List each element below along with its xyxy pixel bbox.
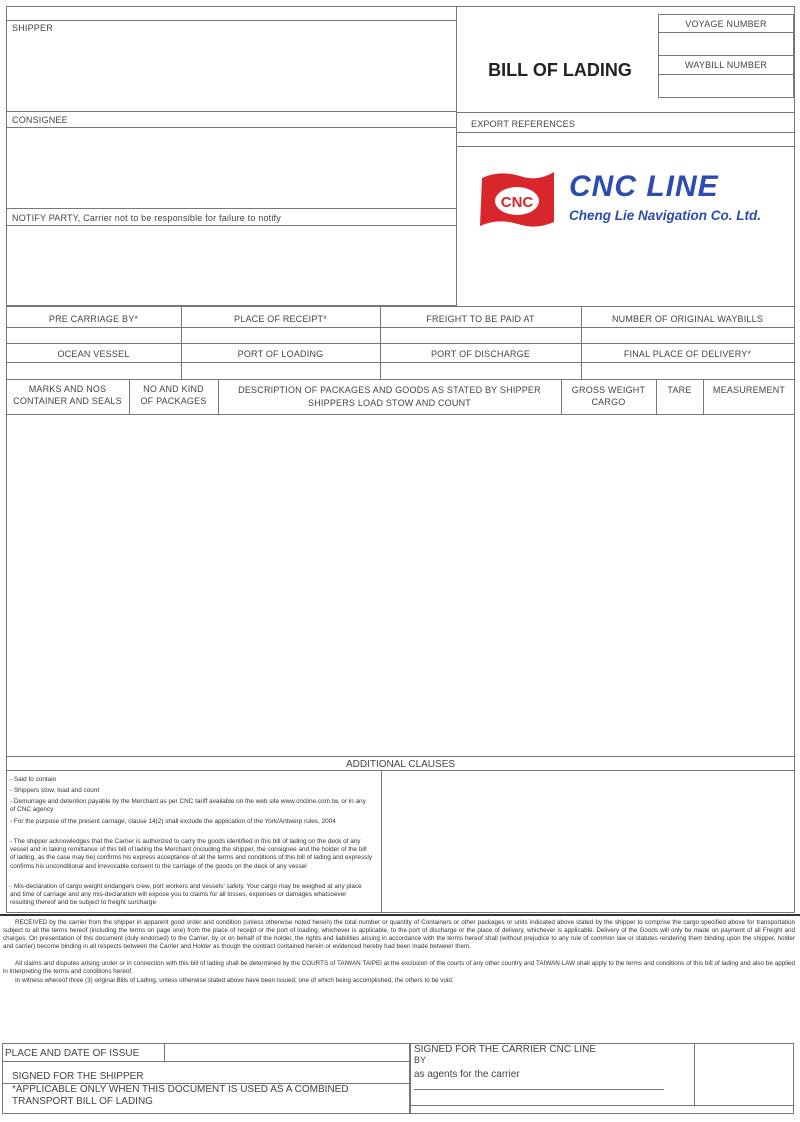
voyage-label: VOYAGE NUMBER: [685, 19, 767, 29]
consignee-field[interactable]: [6, 127, 457, 209]
waybill-field[interactable]: [659, 75, 793, 97]
clauses-extra-field[interactable]: [382, 771, 794, 912]
voyage-bottom: [658, 55, 794, 56]
routing-right: [794, 306, 795, 379]
export-top: [456, 112, 794, 113]
original-waybills-field[interactable]: [582, 328, 794, 343]
document-title: BILL OF LADING: [488, 60, 632, 80]
measurement-label: MEASUREMENT: [712, 385, 786, 395]
company-subtitle: Cheng Lie Navigation Co. Ltd.: [569, 208, 761, 223]
carrier-bottom-line: [410, 1105, 794, 1106]
port-loading-label: PORT OF LOADING: [237, 349, 324, 359]
export-bottom: [456, 146, 794, 147]
cargo-body-area[interactable]: [6, 415, 795, 757]
company-name: CNC LINE: [569, 170, 719, 203]
signed-shipper-label: SIGNED FOR THE SHIPPER: [12, 1071, 144, 1082]
clause-item: - The shipper acknowledges that the Carrier is authorized to carry the goods identified in this bill of lading on the deck of any vessel and in taking remittance of this bill of lading the Merchant (including the shipper, the consignee and the holder of the bill of lading, as the case may be) confirms his express acceptance of all the terms and conditions of this bill of lading and expressly confirms his unconditional and irrevocable consent to the carriage of the goods on the deck of any vessel: [10, 838, 372, 870]
kind-label-1: NO AND KIND: [143, 384, 204, 394]
clause-item: - Demurrage and detention payable by the Merchant as per CNC tariff available on the web site www.cncline.com.tw, or in any of CNC agency: [10, 798, 366, 814]
port-discharge-label: PORT OF DISCHARGE: [430, 349, 531, 359]
signed-carrier-label: SIGNED FOR THE CARRIER CNC LINE: [414, 1044, 597, 1055]
clause-item: - For the purpose of the present carriage, clause 14(2) shall exclude the application of the York/Antwerp rules, 2004: [10, 818, 336, 825]
terms-witness: In witness whereof three (3) original Bills of Lading, unless otherwise stated above have been issued, one of which being accomplished, the others to be void.: [15, 977, 454, 984]
applicable-note-2: TRANSPORT BILL OF LADING: [12, 1096, 153, 1107]
top-border: [6, 6, 794, 7]
port-discharge-field[interactable]: [381, 363, 581, 379]
place-date-field[interactable]: [165, 1044, 409, 1060]
clauses-title: ADDITIONAL CLAUSES: [345, 759, 456, 770]
signature-line: [414, 1089, 664, 1090]
voyage-field[interactable]: [659, 33, 793, 54]
place-receipt-field[interactable]: [182, 328, 380, 343]
routing-line-2: [6, 343, 794, 344]
terms-received: RECEIVED by the carrier from the shipper in apparent good order and condition (unless otherwise noted herein) the total number or quantity of Containers or other packages or units indicated above stated by the shipper to comprise the cargo specified above for transportation subject to all the terms hereof (including the terms on page one) from the place of receipt or the port of loading, whichever is applicable, to the port of discharge or the place of delivery, whichever is applicable. Delivery of the Goods will only be made on payment of all Freight and charges. On presentation of this document (duly endorsed) to the Carrier, by or on behalf of the holder, the rights and liabilities arising in accordance with the terms hereof shall (without prejudice to any rule of common law or statutes rendering them binding upon the shipper, holder and carrier) become binding in all respects between the Carrier and Holder as though the contract contained herein or evidenced hereby had been made between them.: [3, 919, 795, 950]
ocean-vessel-label: OCEAN VESSEL: [57, 349, 130, 359]
original-waybills-label: NUMBER OF ORIGINAL WAYBILLS: [611, 314, 764, 324]
marks-label-1: MARKS AND NOS: [28, 384, 107, 394]
consignee-bottom: [6, 208, 456, 209]
carrier-signature-field[interactable]: [414, 1066, 664, 1088]
final-place-label: FINAL PLACE OF DELIVERY*: [623, 349, 752, 359]
gross-weight-label-1: GROSS WEIGHT: [571, 385, 646, 395]
clause-item: - Mis-declaration of cargo weight endangers crew, port workers and vessels' safety. Your cargo may be weighed at any place and time of carriage and any mis-declaration will expose you to claims for all losses, expenses or damages whatsoever resulting thereof and be subject to freight surcharge: [10, 883, 362, 907]
terms-top-rule: [0, 914, 800, 916]
routing-top: [6, 306, 794, 307]
pre-carriage-label: PRE CARRIAGE BY*: [48, 314, 139, 324]
carrier-divider: [694, 1043, 695, 1105]
kind-label-2: OF PACKAGES: [140, 396, 207, 406]
clause-item: - Shippers stow, load and count: [10, 787, 100, 794]
cnc-badge-text: CNC: [500, 194, 534, 211]
pre-carriage-field[interactable]: [7, 328, 181, 343]
terms-claims: All claims and disputes arising under or in connection with this bill of lading shall be determined by the COURTS of TAIWAN TAIPEI at the exclusion of the courts of any other country and TAIWAN LAW shall apply to the terms and conditions of this bill of lading and also be applied in interpreting the terms and conditions hereof.: [3, 960, 795, 975]
freight-paid-label: FREIGHT TO BE PAID AT: [426, 314, 535, 324]
export-label: EXPORT REFERENCES: [471, 119, 576, 129]
ocean-vessel-field[interactable]: [7, 363, 181, 379]
description-label-2: SHIPPERS LOAD STOW AND COUNT: [308, 398, 471, 408]
marks-label-2: CONTAINER AND SEALS: [13, 396, 122, 406]
place-date-label: PLACE AND DATE OF ISSUE: [5, 1048, 140, 1059]
place-receipt-label: PLACE OF RECEIPT*: [234, 314, 327, 324]
notify-label: NOTIFY PARTY, Carrier not to be responsible for failure to notify: [12, 213, 281, 223]
waybill-label: WAYBILL NUMBER: [685, 60, 767, 70]
right-border: [794, 6, 795, 328]
by-label: BY: [414, 1055, 427, 1065]
tare-label: TARE: [667, 385, 692, 395]
clause-item: - Said to contain: [10, 776, 57, 783]
consignee-label: CONSIGNEE: [12, 115, 68, 125]
port-loading-field[interactable]: [182, 363, 380, 379]
description-label-1: DESCRIPTION OF PACKAGES AND GOODS AS STATED BY SHIPPER: [238, 385, 541, 395]
applicable-note-1: *APPLICABLE ONLY WHEN THIS DOCUMENT IS USED AS A COMBINED: [12, 1084, 349, 1095]
shipper-label: SHIPPER: [12, 23, 53, 33]
notify-field[interactable]: [6, 225, 457, 306]
export-field[interactable]: [457, 133, 793, 145]
shipper-field[interactable]: [6, 20, 457, 112]
gross-weight-label-2: CARGO: [591, 397, 626, 407]
cnc-badge-icon: [476, 168, 558, 232]
place-date-line: [2, 1061, 410, 1062]
final-place-field[interactable]: [582, 363, 794, 379]
freight-paid-field[interactable]: [381, 328, 581, 343]
agents-label: as agents for the carrier: [414, 1069, 520, 1080]
